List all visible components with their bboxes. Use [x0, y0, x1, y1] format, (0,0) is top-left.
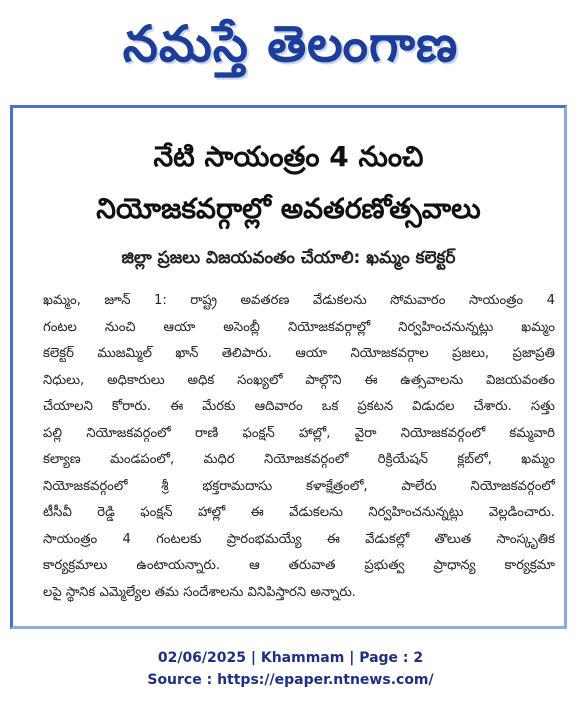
article-body [43, 288, 555, 606]
body-line: కలెక్టర్ ముజమ్మిల్ ఖాన్ తెలిపారు. ఆయా నియోజకవర్గాల ప్రజలు, ప్రజాప్రతి [43, 346, 555, 361]
body-line: నియోజకవర్గంలో శ్రీ భక్తరామదాసు కళాక్షేత్రంలో, పాలేరు నియోజకవర్గంలో [43, 478, 555, 494]
body-line: ఖమ్మం, జూన్ 1: రాష్ట్ర అవతరణ వేడుకలను సోమవారం సాయంత్రం 4 [43, 293, 555, 308]
body-line: టీసీవీ రెడ్డి ఫంక్షన్ హాల్లో ఈ వేడుకలను నిర్వహించనున్నట్లు వెల్లడించారు. [43, 505, 555, 520]
body-line: కల్యాణ మండపంలో, మధిర నియోజకవర్గంలో రిక్రియేషన్ క్లబ్‌లో, ఖమ్మం [43, 452, 555, 467]
headline-line-2: నియోజకవర్గాల్లో అవతరణోత్సవాలు [96, 192, 481, 225]
newspaper-logo: నమస్తే తెలంగాణ [122, 14, 459, 73]
footer-source: Source : https://epaper.ntnews.com/ [147, 672, 434, 688]
subheadline: జిల్లా ప్రజలు విజయవంతం చేయాలి: ఖమ్మం కలెక్టర్ [121, 248, 456, 268]
body-line: కార్యక్రమాలు ఉంటాయన్నారు. ఆ తరువాత ప్రభుత్వ ప్రాధాన్య కార్యక్రమా [43, 558, 555, 573]
footer-date-edition: 02/06/2025 | Khammam | Page : 2 [157, 650, 424, 666]
article-clipping [10, 105, 567, 629]
body-line: లపై స్థానిక ఎమ్మెల్యేల తమ సందేశాలను వినిపిస్తారని అన్నారు. [43, 584, 356, 600]
headline-line-1: నేటి సాయంత్రం 4 నుంచి [153, 140, 424, 173]
body-line: గంటల నుంచి ఆయా అసెంబ్లీ నియోజకవర్గాల్లో నిర్వహించనున్నట్లు ఖమ్మం [43, 319, 555, 335]
body-line: సాయంత్రం 4 గంటలకు ప్రారంభమయ్యే ఈ వేడుకల్లో తొలుత సాంస్కృతిక [43, 531, 555, 547]
body-line: పల్లి నియోజకవర్గంలో రాణి ఫంక్షన్ హాల్లో, వైరా నియోజకవర్గంలో కమ్మవారి [43, 425, 555, 441]
masthead [0, 0, 581, 100]
body-line: నిధులు, అధికారులు అధిక సంఖ్యలో పాల్గొని ఈ ఉత్సవాలను విజయవంతం [43, 372, 555, 388]
body-line: చేయాలని కోరారు. ఈ మేరకు ఆదివారం ఒక ప్రకటన విడుదల చేశారు. సత్తు [43, 399, 555, 414]
